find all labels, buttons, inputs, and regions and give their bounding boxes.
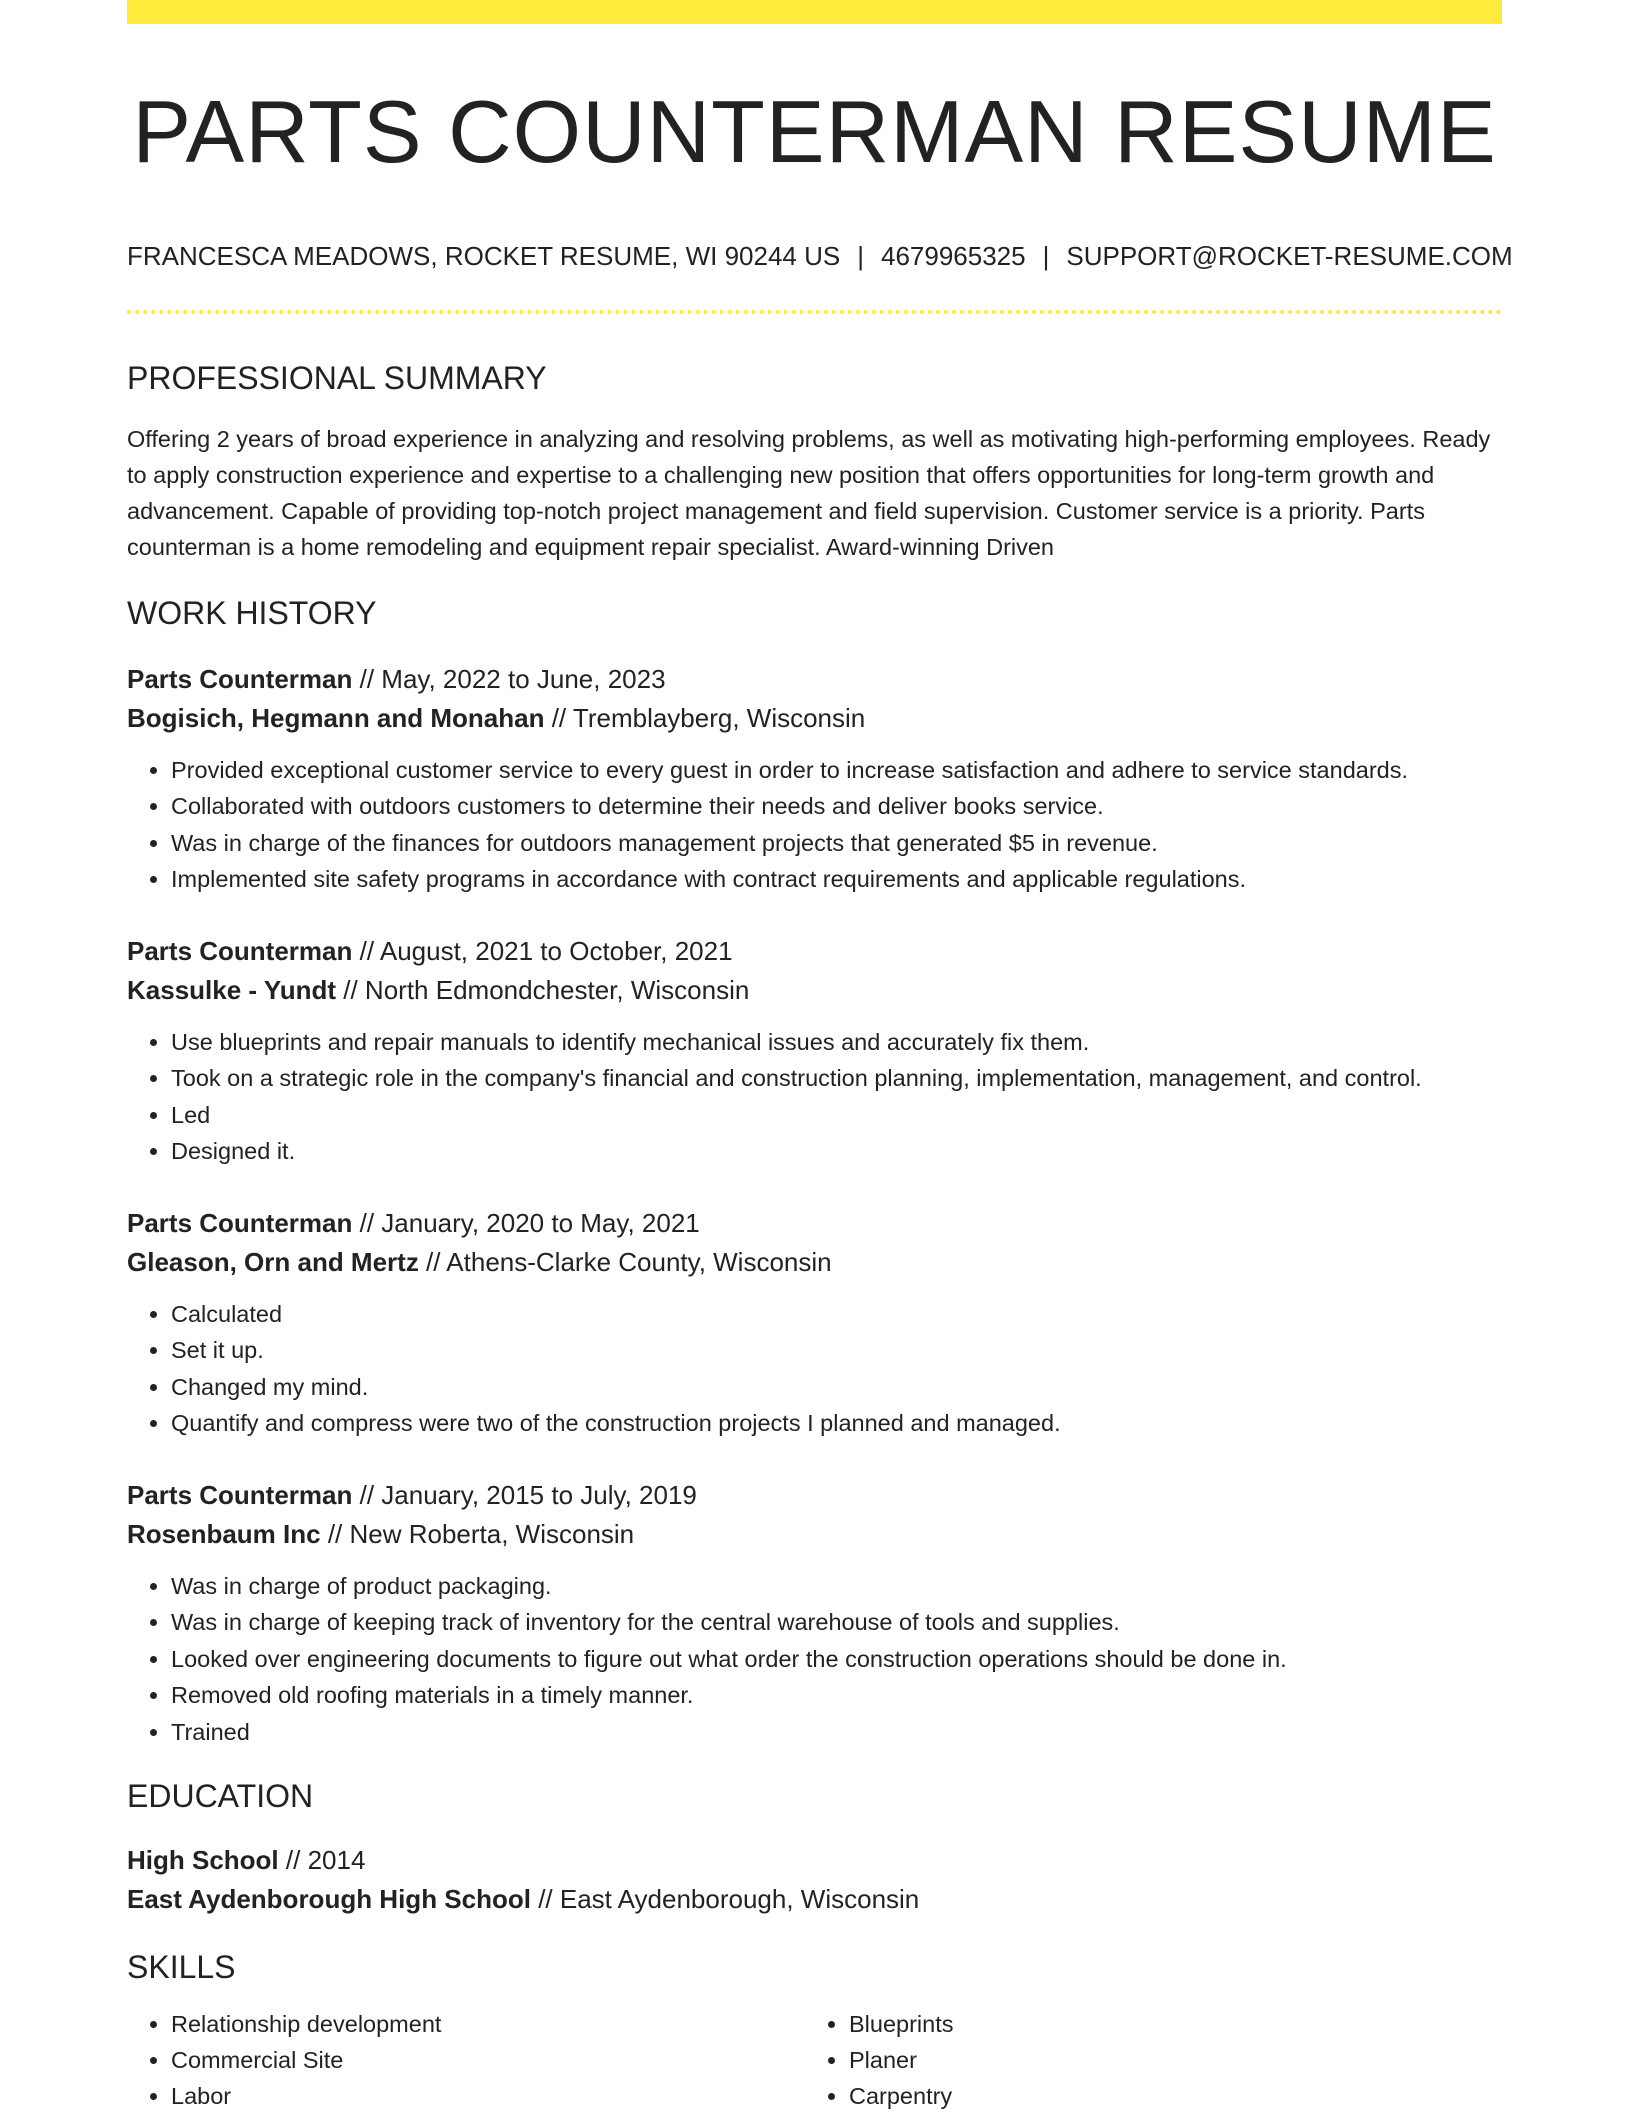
job-dates: // August, 2021 to October, 2021: [352, 935, 733, 966]
job-entry: [127, 1476, 1502, 1751]
education-degree: High School: [127, 1844, 279, 1875]
resume-title: PARTS COUNTERMAN RESUME: [132, 82, 1497, 181]
skill-item: • Commercial Site: [171, 2042, 805, 2078]
job-location: // Tremblayberg, Wisconsin: [544, 702, 866, 733]
job-bullet: • Took on a strategic role in the company's financial and construction planning, implementation, management, and control.: [171, 1060, 1502, 1097]
job-entry: [127, 932, 1502, 1170]
contact-phone: 4679965325: [881, 240, 1026, 271]
job-bullet: • Was in charge of product packaging.: [171, 1568, 1502, 1605]
job-title: Parts Counterman: [127, 1207, 353, 1238]
contact-line: [127, 240, 1513, 272]
skill-item: • Blueprints: [849, 2006, 954, 2042]
job-bullet: • Changed my mind.: [171, 1369, 1502, 1406]
job-title: Parts Counterman: [127, 663, 353, 694]
education-degree-line: [127, 1841, 1502, 1880]
work-history-heading: WORK HISTORY: [127, 594, 377, 631]
job-bullet: • Was in charge of the finances for outdoors management projects that generated $5 in revenue.: [171, 825, 1502, 862]
job-title-line: [127, 660, 1502, 699]
job-location: // Athens-Clarke County, Wisconsin: [418, 1246, 832, 1277]
job-bullet: • Looked over engineering documents to figure out what order the construction operations should be done in.: [171, 1641, 1502, 1678]
job-bullet: • Implemented site safety programs in accordance with contract requirements and applicable regulations.: [171, 861, 1502, 898]
job-bullet: • Provided exceptional customer service to every guest in order to increase satisfaction and adhere to service standards.: [171, 752, 1502, 789]
job-bullets: [127, 1568, 1502, 1751]
skill-item: • Labor: [171, 2078, 805, 2114]
job-dates: // January, 2020 to May, 2021: [352, 1207, 700, 1238]
job-location: // North Edmondchester, Wisconsin: [336, 974, 750, 1005]
education-school-line: [127, 1880, 1502, 1919]
education-school: East Aydenborough High School: [127, 1883, 531, 1914]
contact-email: SUPPORT@ROCKET-RESUME.COM: [1066, 240, 1513, 271]
skill-item: • Planer: [849, 2042, 954, 2078]
job-title-line: [127, 1476, 1502, 1515]
job-bullet: • Set it up.: [171, 1332, 1502, 1369]
dotted-divider: [127, 310, 1502, 314]
job-title: Parts Counterman: [127, 935, 353, 966]
skill-item: • Carpentry: [849, 2078, 954, 2114]
job-location: // New Roberta, Wisconsin: [320, 1518, 635, 1549]
contact-address: FRANCESCA MEADOWS, ROCKET RESUME, WI 90244 US: [127, 240, 841, 271]
education-year: // 2014: [278, 1844, 366, 1875]
job-bullets: [127, 1296, 1502, 1442]
job-dates: // January, 2015 to July, 2019: [352, 1479, 697, 1510]
job-company: Rosenbaum Inc: [127, 1518, 321, 1549]
education-location: // East Aydenborough, Wisconsin: [530, 1883, 920, 1914]
contact-separator: |: [1042, 240, 1050, 271]
job-bullet: • Calculated: [171, 1296, 1502, 1333]
job-bullet: • Designed it.: [171, 1133, 1502, 1170]
summary-heading: PROFESSIONAL SUMMARY: [127, 359, 547, 396]
job-company-line: [127, 971, 1502, 1010]
education-entry: [127, 1841, 1502, 1919]
job-entry: [127, 660, 1502, 898]
job-bullet: • Removed old roofing materials in a timely manner.: [171, 1677, 1502, 1714]
summary-text: Offering 2 years of broad experience in analyzing and resolving problems, as well as motivating high-performing employees. Ready to apply construction experience and expertise to a challenging new position that offers opportunities for long-term growth and advancement. Capable of providing top-notch project management and field supervision. Customer service is a priority. Parts counterman is a home remodeling and equipment repair specialist. Award-winning Driven: [127, 425, 1491, 560]
job-bullets: [127, 1024, 1502, 1170]
job-bullet: • Trained: [171, 1714, 1502, 1751]
skills-left-column: [127, 2006, 805, 2114]
job-dates: // May, 2022 to June, 2023: [352, 663, 666, 694]
job-company: Bogisich, Hegmann and Monahan: [127, 702, 545, 733]
education-heading: EDUCATION: [127, 1778, 314, 1815]
job-company-line: [127, 1243, 1502, 1282]
job-company-line: [127, 699, 1502, 738]
skill-item: • Relationship development: [171, 2006, 805, 2042]
skills-right-column: [805, 2006, 954, 2114]
job-company: Gleason, Orn and Mertz: [127, 1246, 419, 1277]
contact-separator: |: [857, 240, 864, 271]
job-bullet: • Collaborated with outdoors customers to determine their needs and deliver books service.: [171, 788, 1502, 825]
job-bullet: • Use blueprints and repair manuals to identify mechanical issues and accurately fix them.: [171, 1024, 1502, 1061]
skills-columns: [127, 2006, 1502, 2114]
job-company-line: [127, 1515, 1502, 1554]
skills-left-list: [127, 2006, 805, 2114]
resume-page: [127, 0, 1513, 2114]
top-accent-bar: [127, 0, 1502, 24]
job-bullet: • Quantify and compress were two of the construction projects I planned and managed.: [171, 1405, 1502, 1442]
skills-right-list: [805, 2006, 954, 2114]
job-title-line: [127, 1204, 1502, 1243]
job-company: Kassulke - Yundt: [127, 974, 337, 1005]
job-title: Parts Counterman: [127, 1479, 353, 1510]
job-bullets: [127, 752, 1502, 898]
skills-heading: SKILLS: [127, 1948, 236, 1985]
job-bullet: • Was in charge of keeping track of inventory for the central warehouse of tools and supplies.: [171, 1604, 1502, 1641]
job-bullet: • Led: [171, 1097, 1502, 1134]
work-history-list: [127, 660, 1502, 1751]
job-entry: [127, 1204, 1502, 1442]
job-title-line: [127, 932, 1502, 971]
